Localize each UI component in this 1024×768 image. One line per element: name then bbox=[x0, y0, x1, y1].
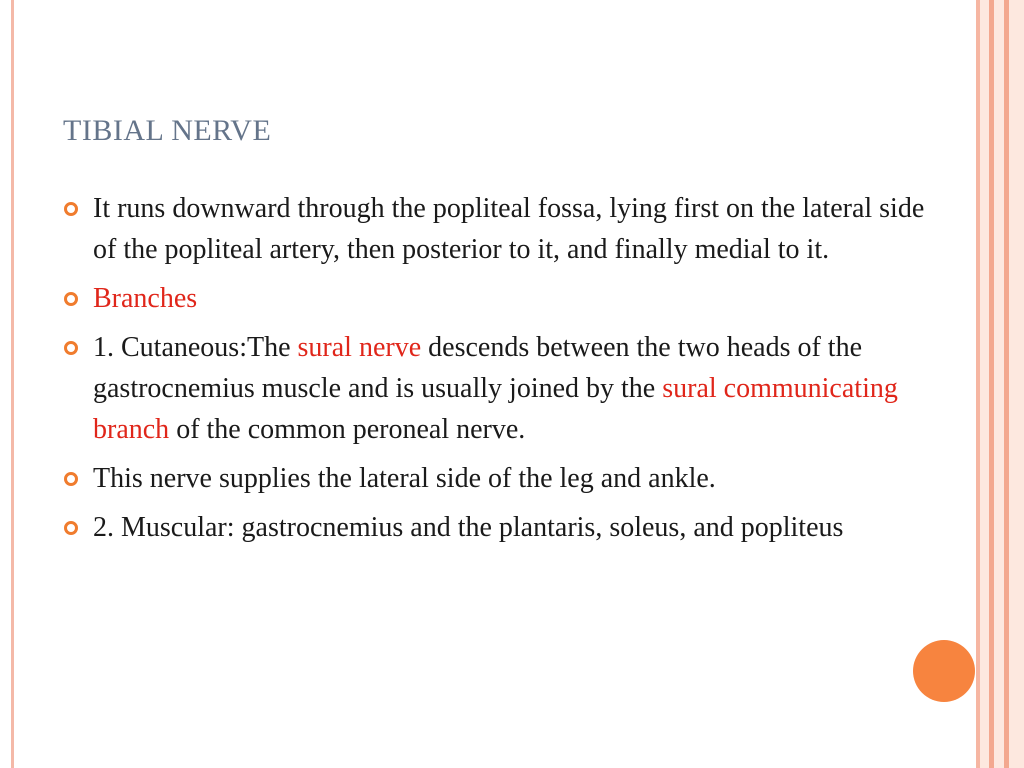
list-item bbox=[60, 327, 940, 450]
list-item bbox=[60, 188, 940, 270]
decorative-stripes bbox=[976, 0, 1024, 768]
bullet-text: It runs downward through the popliteal fossa, lying first on the lateral side of the popliteal artery, then posterior to it, and finally medial to it. bbox=[93, 193, 925, 265]
bullet-icon bbox=[64, 472, 78, 486]
bullet-icon bbox=[64, 521, 78, 535]
list-item bbox=[60, 278, 940, 319]
bullet-icon bbox=[64, 292, 78, 306]
bullet-text: This nerve supplies the lateral side of the leg and ankle. bbox=[93, 463, 716, 494]
bullet-text: 2. Muscular: gastrocnemius and the plantaris, soleus, and popliteus bbox=[93, 512, 844, 543]
accent-circle bbox=[913, 640, 975, 702]
slide-left-border bbox=[11, 0, 14, 768]
stripe bbox=[1009, 0, 1024, 768]
branches-heading: Branches bbox=[93, 283, 198, 314]
bullet-text: 1. Cutaneous:The bbox=[93, 332, 298, 363]
list-item bbox=[60, 458, 940, 499]
highlight-term: sural nerve bbox=[297, 332, 422, 363]
slide-title: TIBIAL NERVE bbox=[63, 114, 272, 147]
bullet-text: descends between the two heads of the gastrocnemius muscle and is usually joined by the bbox=[93, 332, 862, 404]
bullet-icon bbox=[64, 202, 78, 216]
stripe bbox=[994, 0, 1004, 768]
highlight-term: sural communicating branch bbox=[93, 373, 898, 445]
bullet-icon bbox=[64, 341, 78, 355]
bullet-list bbox=[60, 188, 940, 556]
stripe bbox=[980, 0, 989, 768]
list-item bbox=[60, 507, 940, 548]
bullet-text: of the common peroneal nerve. bbox=[169, 414, 526, 445]
